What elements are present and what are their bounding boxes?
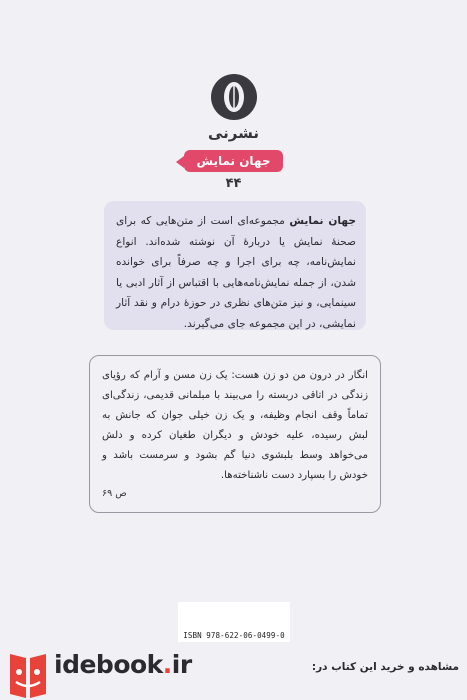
series-badge: جهان نمایش <box>184 150 282 172</box>
footer-cta: مشاهده و خرید این کتاب در: <box>311 661 459 673</box>
publisher-block <box>0 74 467 191</box>
quote-page-ref: ص ۶۹ <box>102 488 127 499</box>
book-quote <box>89 355 381 513</box>
leaf-icon <box>211 74 257 120</box>
description-text: مجموعه‌ای است از متن‌هایی که برای صحنهٔ نمایش یا دربارهٔ آن نوشته شده‌اند. انواع نمایش‌نامه، چه برای اجرا و چه صرفاً برای خوانده شدن، از جمله نمایش‌نامه‌هایی با اقتباس از آثار ادبی یا سینمایی، و نیز متن‌های نظری در حوزهٔ درام و نقد آثار نمایشی، در این مجموعه جای می‌گیرند. <box>116 215 356 330</box>
footer-strip <box>0 640 467 700</box>
series-number: ۴۴ <box>225 176 242 191</box>
series-description <box>104 201 366 330</box>
book-icon <box>6 648 50 700</box>
quote-text: انگار در درون من دو زن هست: یک زن مسن و آرام که رؤیای زندگی در اتاقی دربسته را می‌بیند با مبلمانی قدیمی، زندگی‌ای تماماً وقف انجام وظیفه، و یک زن خیلی جوان که جانش به لبش رسیده، علیه خودش و دیگران طغیان کرده و دلش می‌خواهد وسط بلبشوی دنیا گم بشود و سرمست باشد و خودش را بسپارد دست ناشناخته‌ها. <box>102 370 368 481</box>
isbn-barcode <box>178 602 290 642</box>
description-lead: جهان نمایش <box>289 215 356 227</box>
publisher-name: نشرنی <box>207 124 260 142</box>
isbn-text: ISBN 978-622-06-0499-0 <box>183 631 285 640</box>
footer-brand[interactable]: idebook.ir <box>54 650 192 679</box>
